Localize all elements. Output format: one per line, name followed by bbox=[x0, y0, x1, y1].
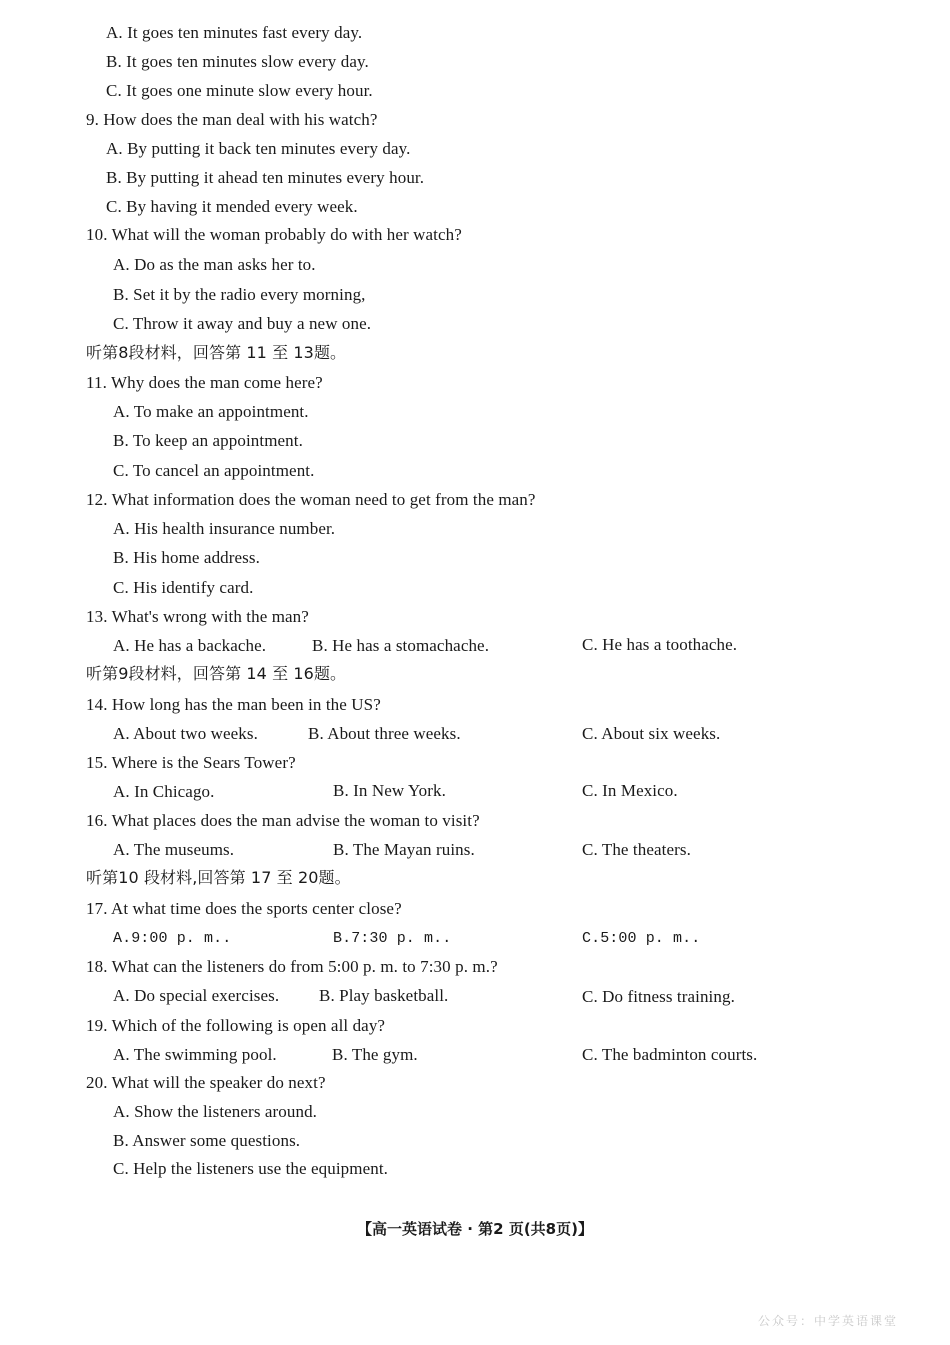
q10-option-b: B. Set it by the radio every morning, bbox=[113, 285, 366, 304]
q14-option-a: A. About two weeks. bbox=[113, 724, 258, 743]
q11-option-b: B. To keep an appointment. bbox=[113, 431, 303, 450]
q16-option-a: A. The museums. bbox=[113, 840, 235, 859]
q20-option-a: A. Show the listeners around. bbox=[113, 1102, 318, 1121]
q11-option-c: C. To cancel an appointment. bbox=[113, 461, 315, 480]
q19-option-c: C. The badminton courts. bbox=[582, 1045, 758, 1064]
q9-option-b: B. By putting it ahead ten minutes every hour. bbox=[106, 168, 425, 187]
q10-question: 10. What will the woman probably do with her watch? bbox=[86, 225, 462, 244]
q17-option-a: A.9:00 p. m.. bbox=[113, 930, 232, 947]
section-9-instruction: 听第9段材料，回答第 14 至 16题。 bbox=[86, 664, 347, 683]
q20-question: 20. What will the speaker do next? bbox=[86, 1073, 326, 1092]
q11-question: 11. Why does the man come here? bbox=[86, 373, 323, 392]
q8-option-c: C. It goes one minute slow every hour. bbox=[106, 81, 373, 100]
q18-question: 18. What can the listeners do from 5:00 p. m. to 7:30 p. m.? bbox=[86, 957, 498, 976]
q12-option-b: B. His home address. bbox=[113, 548, 260, 567]
q14-option-c: C. About six weeks. bbox=[582, 724, 721, 743]
q8-option-a: A. It goes ten minutes fast every day. bbox=[106, 23, 363, 42]
q20-option-b: B. Answer some questions. bbox=[113, 1131, 301, 1150]
q12-option-c: C. His identify card. bbox=[113, 578, 254, 597]
q17-question: 17. At what time does the sports center close? bbox=[86, 899, 402, 918]
q16-option-b: B. The Mayan ruins. bbox=[333, 840, 475, 859]
q12-option-a: A. His health insurance number. bbox=[113, 519, 336, 538]
q14-question: 14. How long has the man been in the US? bbox=[86, 695, 381, 714]
q18-option-a: A. Do special exercises. bbox=[113, 986, 280, 1005]
q13-question: 13. What's wrong with the man? bbox=[86, 607, 309, 626]
q20-option-c: C. Help the listeners use the equipment. bbox=[113, 1159, 388, 1178]
q13-option-c: C. He has a toothache. bbox=[582, 635, 738, 654]
q15-option-c: C. In Mexico. bbox=[582, 781, 678, 800]
q17-option-b: B.7:30 p. m.. bbox=[333, 930, 452, 947]
section-8-instruction: 听第8段材料，回答第 11 至 13题。 bbox=[86, 343, 347, 362]
q14-option-b: B. About three weeks. bbox=[308, 724, 461, 743]
q18-option-b: B. Play basketball. bbox=[319, 986, 449, 1005]
q15-question: 15. Where is the Sears Tower? bbox=[86, 753, 296, 772]
q9-option-c: C. By having it mended every week. bbox=[106, 197, 358, 216]
q12-question: 12. What information does the woman need to get from the man? bbox=[86, 490, 536, 509]
q10-option-a: A. Do as the man asks her to. bbox=[113, 255, 316, 274]
q11-option-a: A. To make an appointment. bbox=[113, 402, 309, 421]
q15-option-b: B. In New York. bbox=[333, 781, 446, 800]
watermark: 公众号：中学英语课堂 bbox=[757, 1314, 898, 1328]
q9-question: 9. How does the man deal with his watch? bbox=[86, 110, 378, 129]
q18-option-c: C. Do fitness training. bbox=[582, 987, 735, 1006]
q16-option-c: C. The theaters. bbox=[582, 840, 691, 859]
q19-option-b: B. The gym. bbox=[332, 1045, 418, 1064]
q16-question: 16. What places does the man advise the woman to visit? bbox=[86, 811, 480, 830]
q9-option-a: A. By putting it back ten minutes every day. bbox=[106, 139, 411, 158]
q13-option-b: B. He has a stomachache. bbox=[312, 636, 490, 655]
q19-option-a: A. The swimming pool. bbox=[113, 1045, 277, 1064]
q17-option-c: C.5:00 p. m.. bbox=[582, 930, 701, 947]
section-10-instruction: 听第10 段材料,回答第 17 至 20题。 bbox=[86, 868, 351, 887]
q19-question: 19. Which of the following is open all day? bbox=[86, 1016, 386, 1035]
q15-option-a: A. In Chicago. bbox=[113, 782, 215, 801]
page-footer: 【高一英语试卷 · 第2 页(共8页)】 bbox=[357, 1220, 593, 1238]
q13-option-a: A. He has a backache. bbox=[113, 636, 267, 655]
q8-option-b: B. It goes ten minutes slow every day. bbox=[106, 52, 369, 71]
q10-option-c: C. Throw it away and buy a new one. bbox=[113, 314, 372, 333]
